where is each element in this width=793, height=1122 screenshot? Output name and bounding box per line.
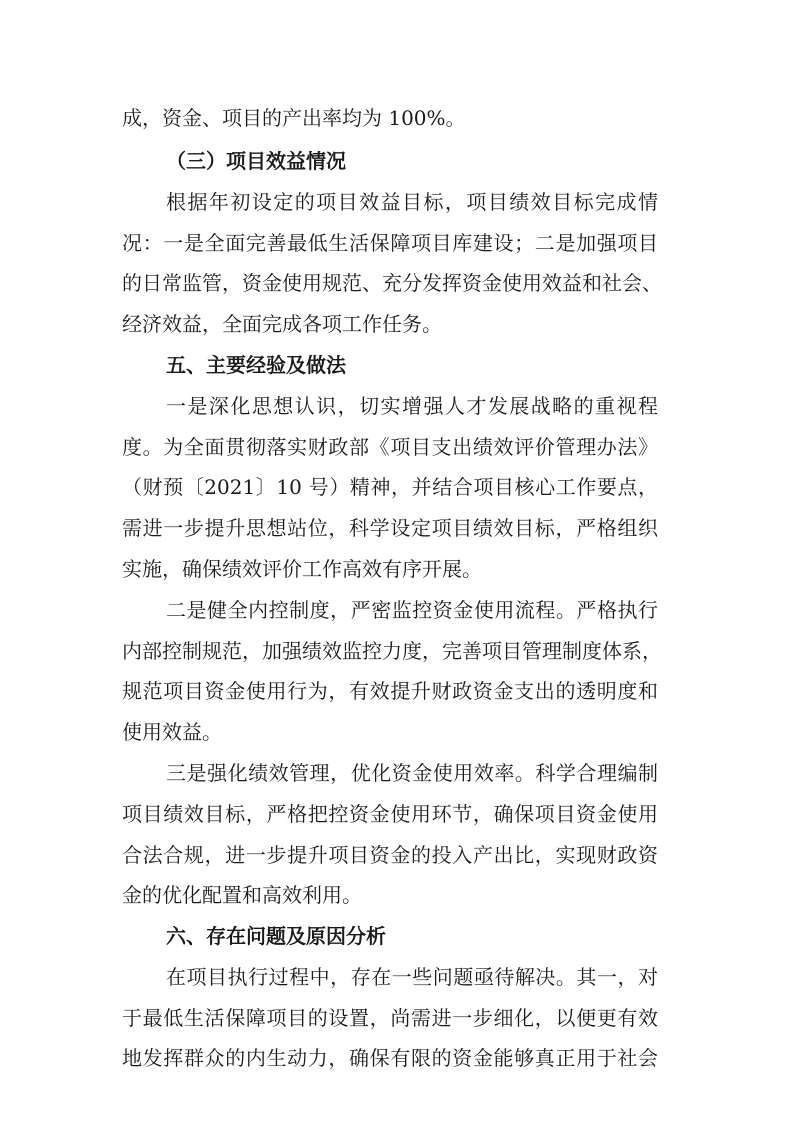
- body-line: 于最低生活保障项目的设置，尚需进一步细化，以便更有效: [122, 1006, 658, 1030]
- body-line: 金的优化配置和高效利用。: [122, 883, 362, 907]
- body-line: 三是强化绩效管理，优化资金使用效率。科学合理编制: [166, 761, 658, 785]
- body-line: 规范项目资金使用行为，有效提升财政资金支出的透明度和: [122, 679, 658, 703]
- body-line: 合法合规，进一步提升项目资金的投入产出比，实现财政资: [122, 843, 658, 867]
- body-line: 经济效益，全面完成各项工作任务。: [122, 312, 442, 336]
- body-line: 项目绩效目标，严格把控资金使用环节，确保项目资金使用: [122, 802, 658, 826]
- body-line: 使用效益。: [122, 720, 222, 744]
- body-line: 在项目执行过程中，存在一些问题亟待解决。其一，对: [166, 965, 658, 989]
- body-line: 内部控制规范，加强绩效监控力度，完善项目管理制度体系，: [122, 639, 662, 663]
- body-line: 地发挥群众的内生动力，确保有限的资金能够真正用于社会: [122, 1046, 658, 1070]
- body-line: 根据年初设定的项目效益目标，项目绩效目标完成情: [166, 190, 658, 214]
- section-heading: （三）项目效益情况: [166, 149, 346, 173]
- body-line: 度。为全面贯彻落实财政部《项目支出绩效评价管理办法》: [122, 435, 658, 459]
- body-line: 需进一步提升思想站位，科学设定项目绩效目标，严格组织: [122, 516, 658, 540]
- section-heading: 六、存在问题及原因分析: [166, 924, 386, 948]
- section-heading: 五、主要经验及做法: [166, 353, 346, 377]
- body-line: 成，资金、项目的产出率均为 100%。: [122, 106, 466, 130]
- body-line: 实施，确保绩效评价工作高效有序开展。: [122, 557, 482, 581]
- body-line: 二是健全内控制度，严密监控资金使用流程。严格执行: [166, 598, 658, 622]
- body-line: 况：一是全面完善最低生活保障项目库建设；二是加强项目: [122, 231, 658, 255]
- body-line: 的日常监管，资金使用规范、充分发挥资金使用效益和社会、: [122, 271, 662, 295]
- body-line: 一是深化思想认识，切实增强人才发展战略的重视程: [166, 394, 658, 418]
- body-line: （财预〔2021〕10 号）精神，并结合项目核心工作要点，: [122, 475, 658, 499]
